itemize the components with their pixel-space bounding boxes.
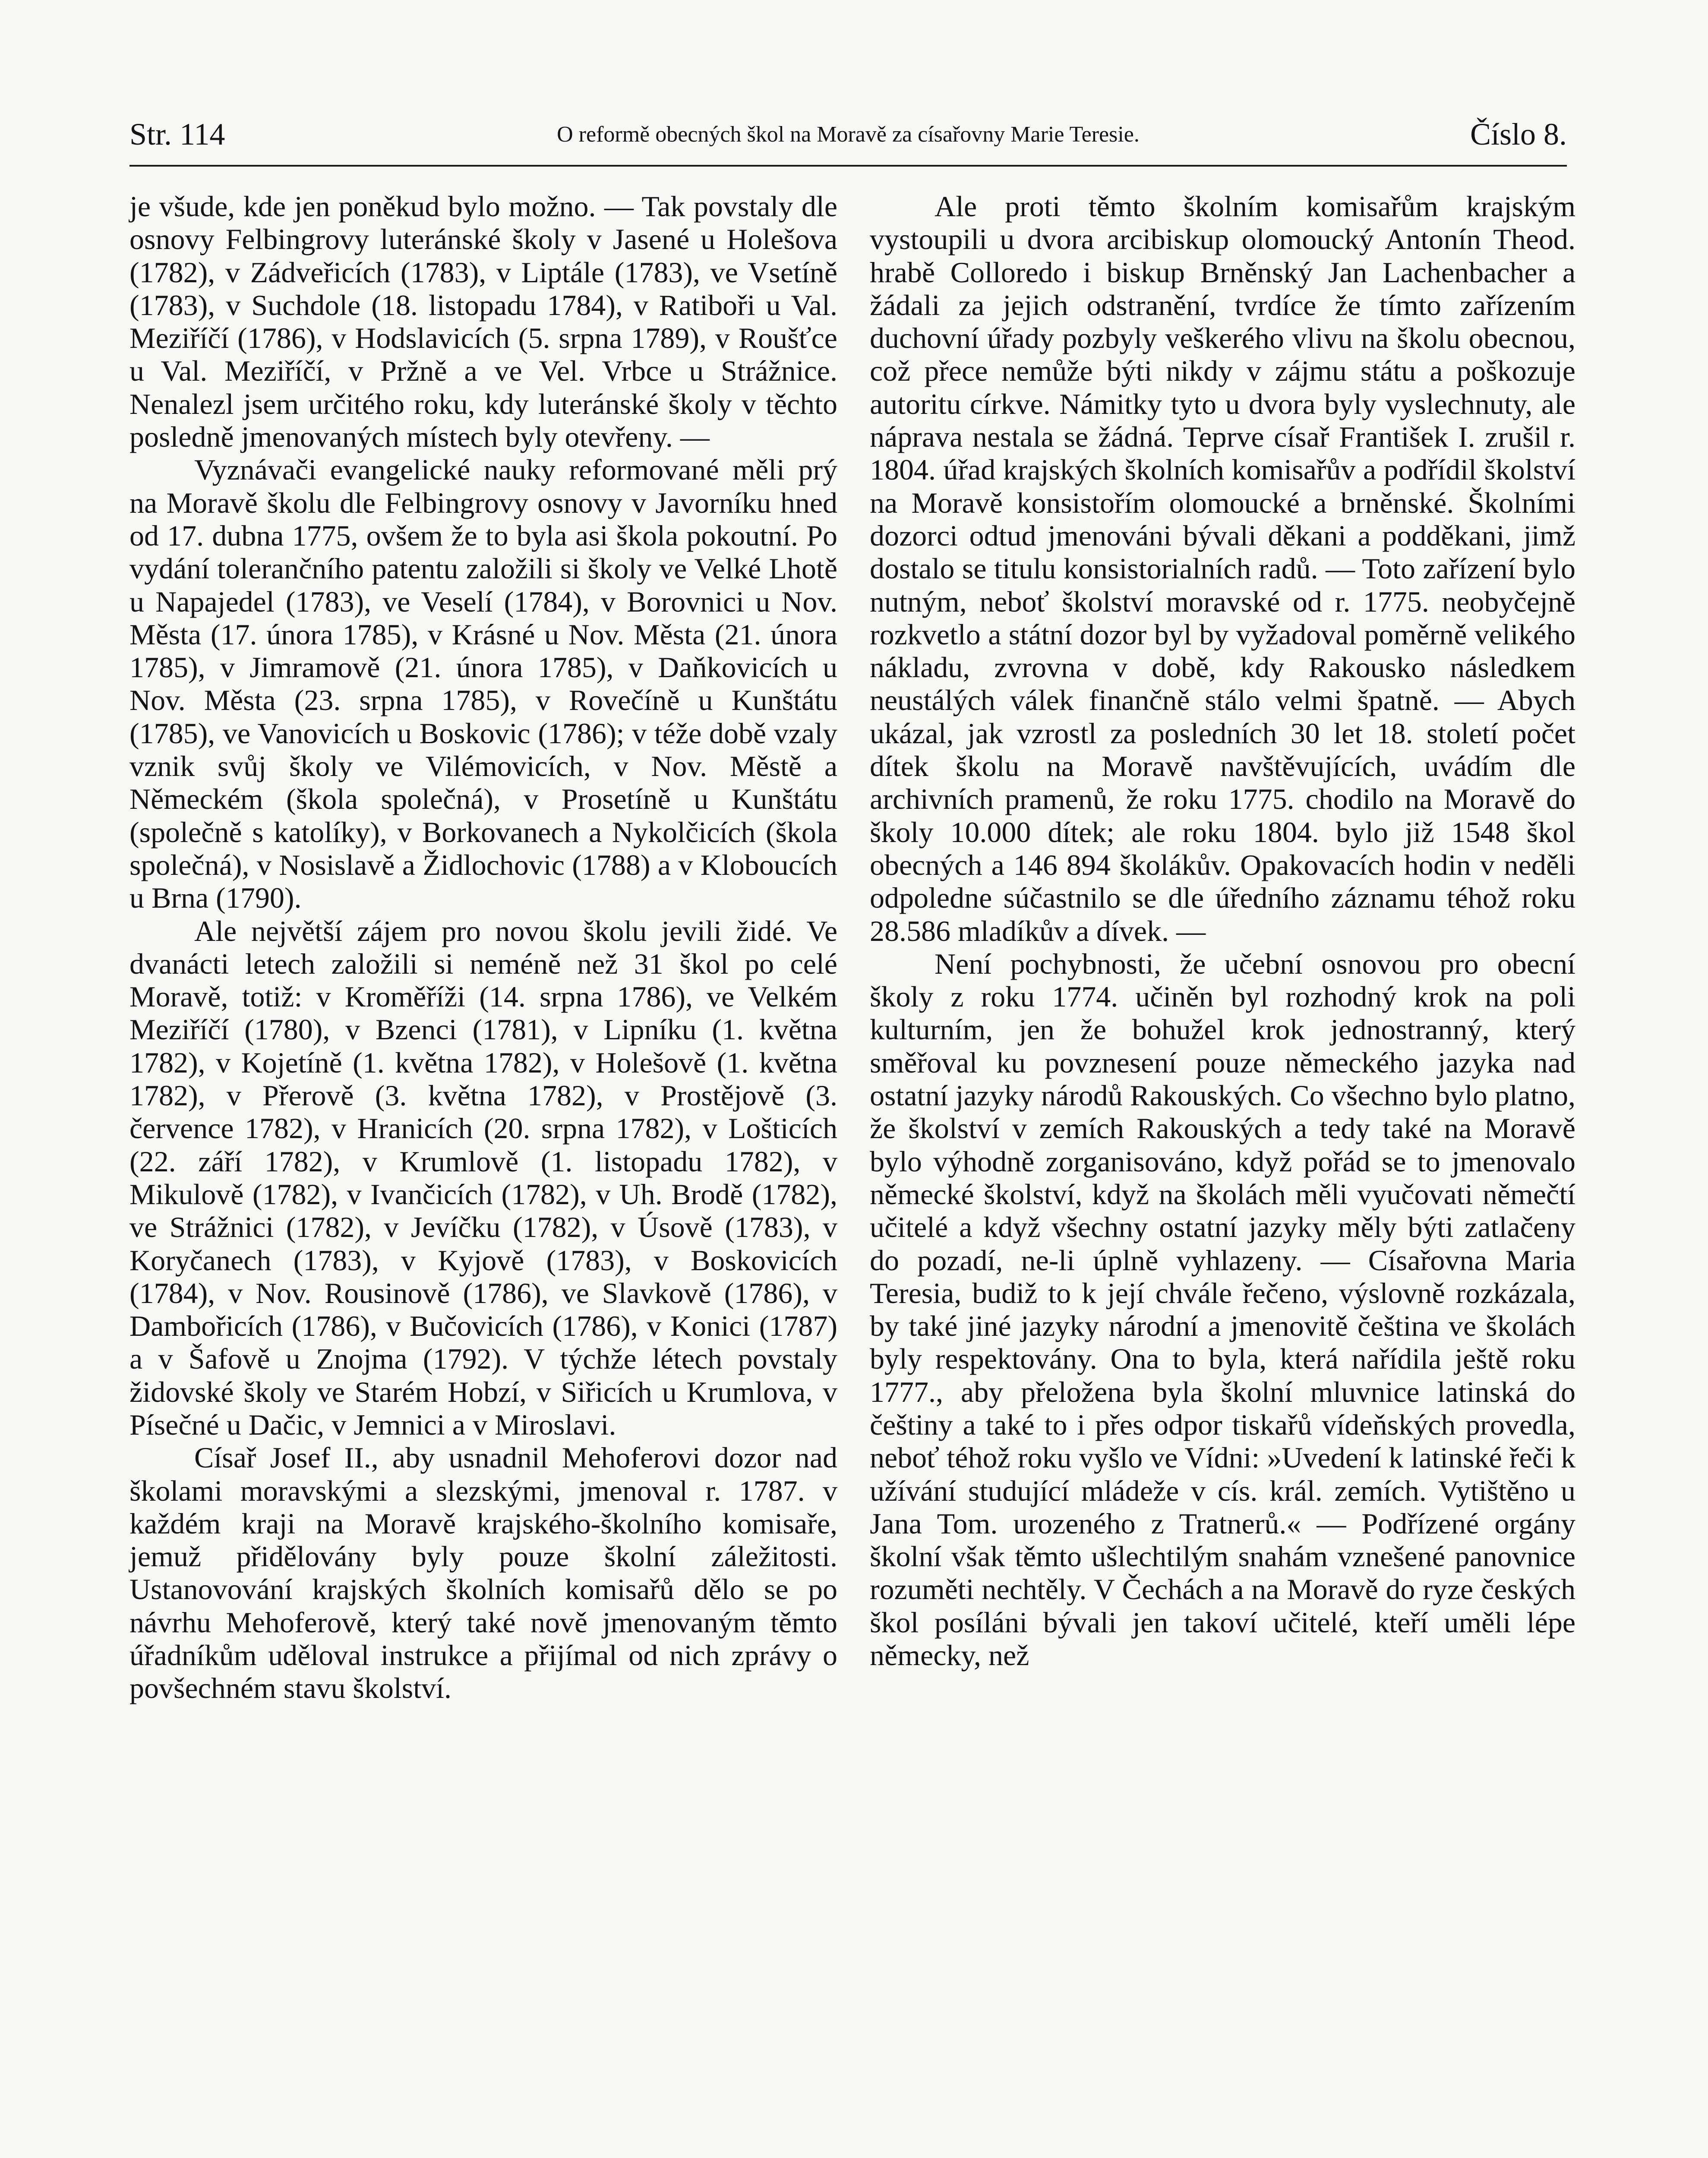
- paragraph: Císař Josef II., aby usnadnil Mehoferovi dozor nad školami moravskými a slezskými, jmenoval r. 1787. v každém kraji na Moravě krajského-školního komisaře, jemuž přidělovány byly pouze školní záležitosti. Ustanovování krajských školních komisařů dělo se po návrhu Mehoferově, který také nově jmenovaným těmto úřadníkům uděloval instrukce a přijímal od nich zprávy o povšechném stavu školství.: [129, 1441, 837, 1705]
- running-title: O reformě obecných škol na Moravě za císařovny Marie Teresie.: [557, 122, 1140, 147]
- header-rule: [129, 165, 1567, 167]
- paragraph: Vyznávači evangelické nauky reformované měli prý na Moravě školu dle Felbingrovy osnovy v Javorníku hned od 17. dubna 1775, ovšem že to byla asi škola pokoutní. Po vydání tolerančního patentu založili si školy ve Velké Lhotě u Napajedel (1783), ve Veselí (1784), v Borovnici u Nov. Města (17. února 1785), v Krásné u Nov. Města (21. února 1785), v Jimramově (21. února 1785), v Daňkovicích u Nov. Města (23. srpna 1785), v Rovečíně u Kunštátu (1785), ve Vanovicích u Boskovic (1786); v téže době vzaly vznik svůj školy ve Vilémovicích, v Nov. Městě a Německém (škola společná), v Prosetíně u Kunštátu (společně s katolíky), v Borkovanech a Nykolčicích (škola společná), v Nosislavě a Židlochovic (1788) a v Kloboucích u Brna (1790).: [129, 453, 837, 915]
- page-number: Str. 114: [129, 117, 225, 151]
- left-column: [129, 190, 837, 1705]
- paragraph: Ale proti těmto školním komisařům krajským vystoupili u dvora arcibiskup olomoucký Antonín Theod. hrabě Colloredo i biskup Brněnský Jan Lachenbacher a žádali za jejich odstranění, tvrdíce že tímto zařízením duchovní úřady pozbyly veškerého vlivu na školu obecnou, což přece nemůže býti nikdy v zájmu státu a poškozuje autoritu církve. Námitky tyto u dvora byly vyslechnuty, ale náprava nestala se žádná. Teprve císař František I. zrušil r. 1804. úřad krajských školních komisařův a podřídil školství na Moravě konsistořím olomoucké a brněnské. Školními dozorci odtud jmenováni bývali děkani a podděkani, jimž dostalo se titulu konsistorialních radů. — Toto zařízení bylo nutným, neboť školství moravské od r. 1775. neobyčejně rozkvetlo a státní dozor byl by vyžadoval poměrně velikého nákladu, zvrovna v době, kdy Rakousko následkem neustálých válek finančně stálo velmi špatně. — Abych ukázal, jak vzrostl za posledních 30 let 18. století počet dítek školu na Moravě navštěvujících, uvádím dle archivních pramenů, že roku 1775. chodilo na Moravě do školy 10.000 dítek; ale roku 1804. bylo již 1548 škol obecných a 146 894 školákův. Opakovacích hodin v neděli odpoledne súčastnilo se dle úředního záznamu téhož roku 28.586 mladíkův a dívek. —: [870, 190, 1575, 947]
- issue-number: Číslo 8.: [1470, 117, 1567, 151]
- right-column: [870, 190, 1575, 1672]
- paragraph: je všude, kde jen poněkud bylo možno. — Tak povstaly dle osnovy Felbingrovy luteránské školy v Jasené u Holešova (1782), v Zádveřicích (1783), v Liptále (1783), ve Vsetíně (1783), v Suchdole (18. listopadu 1784), v Ratiboři u Val. Meziříčí (1786), v Hodslavicích (5. srpna 1789), v Roušťce u Val. Meziříčí, v Pržně a ve Vel. Vrbce u Strážnice. Nenalezl jsem určitého roku, kdy luteránské školy v těchto posledně jmenovaných místech byly otevřeny. —: [129, 190, 837, 454]
- page-header: [129, 117, 1567, 155]
- paragraph: Není pochybnosti, že učební osnovou pro obecní školy z roku 1774. učiněn byl rozhodný krok na poli kulturním, jen že bohužel krok jednostranný, který směřoval ku povznesení pouze německého jazyka nad ostatní jazyky národů Rakouských. Co všechno bylo platno, že školství v zemích Rakouských a tedy také na Moravě bylo výhodně zorganisováno, když pořád se to jmenovalo německé školství, když na školách měli vyučovati němečtí učitelé a když všechny ostatní jazyky měly býti zatlačeny do pozadí, ne-li úplně vyhlazeny. — Císařovna Maria Teresia, budiž to k její chvále řečeno, výslovně rozkázala, by také jiné jazyky národní a jmenovitě čeština ve školách byly respektovány. Ona to byla, která nařídila ještě roku 1777., aby přeložena byla školní mluvnice latinská do češtiny a také to i přes odpor tiskařů vídeňských provedla, neboť téhož roku vyšlo ve Vídni: »Uvedení k latinské řeči k užívání studující mládeže v cís. král. zemích. Vytištěno u Jana Tom. urozeného z Tratnerů.« — Podřízené orgány školní však těmto ušlechtilým snahám vznešené panovnice rozuměti nechtěly. V Čechách a na Moravě do ryze českých škol posíláni bývali jen takoví učitelé, kteří uměli lépe německy, než: [870, 947, 1575, 1672]
- paragraph: Ale největší zájem pro novou školu jevili židé. Ve dvanácti letech založili si neméně než 31 škol po celé Moravě, totiž: v Kroměříži (14. srpna 1786), ve Velkém Meziříčí (1780), v Bzenci (1781), v Lipníku (1. května 1782), v Kojetíně (1. května 1782), v Holešově (1. května 1782), v Přerově (3. května 1782), v Prostějově (3. července 1782), v Hranicích (20. srpna 1782), v Lošticích (22. září 1782), v Krumlově (1. listopadu 1782), v Mikulově (1782), v Ivančicích (1782), v Uh. Brodě (1782), ve Strážnici (1782), v Jevíčku (1782), v Úsově (1783), v Koryčanech (1783), v Kyjově (1783), v Boskovicích (1784), v Nov. Rousinově (1786), ve Slavkově (1786), v Dambořicích (1786), v Bučovicích (1786), v Konici (1787) a v Šafově u Znojma (1792). V týchže létech povstaly židovské školy ve Starém Hobzí, v Siřicích u Krumlova, v Písečné u Dačic, v Jemnici a v Miroslavi.: [129, 914, 837, 1441]
